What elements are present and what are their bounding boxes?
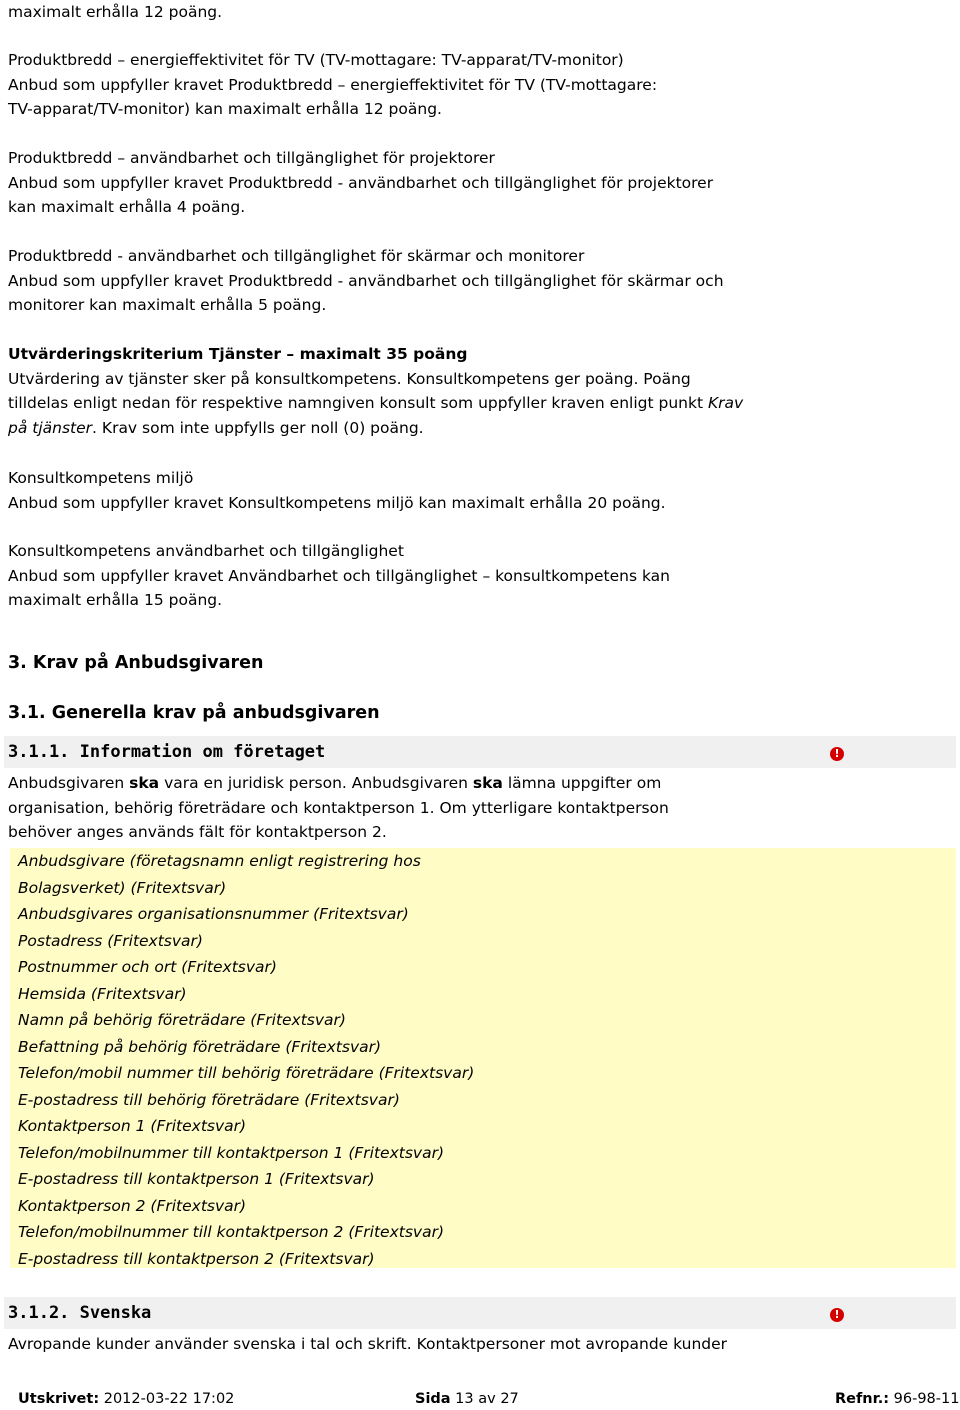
text-line: TV-apparat/TV-monitor) kan maximalt erhålla 12 poäng. bbox=[8, 100, 442, 118]
paragraph-heading: Produktbredd – energieffektivitet för TV (TV-mottagare: TV-apparat/TV-monitor) bbox=[8, 51, 624, 69]
field-label[interactable]: Telefon/mobilnummer till kontaktperson 1 (Fritextsvar) bbox=[18, 1143, 444, 1162]
text-line: maximalt erhålla 12 poäng. bbox=[8, 3, 223, 21]
text-line: Anbud som uppfyller kravet Produktbredd – energieffektivitet för TV (TV-mottagare: bbox=[8, 75, 658, 94]
paragraph-usability bbox=[8, 539, 948, 613]
requirement-bar-information bbox=[4, 736, 956, 768]
field-label[interactable]: Postadress (Fritextsvar) bbox=[18, 931, 203, 950]
field-label[interactable]: Anbudsgivares organisationsnummer (Fritextsvar) bbox=[18, 905, 409, 923]
footer-value: 96-98-11 bbox=[889, 1391, 960, 1407]
italic-ref: på tjänster bbox=[8, 418, 93, 437]
paragraph-heading: Produktbredd - användbarhet och tillgänglighet för skärmar och monitorer bbox=[8, 247, 585, 265]
text-line: Anbud som uppfyller kravet Konsultkompetens miljö kan maximalt erhålla 20 poäng. bbox=[8, 493, 666, 512]
text-span: . Krav som inte uppfylls ger noll (0) poäng. bbox=[92, 418, 424, 437]
text-line: Anbud som uppfyller kravet Produktbredd - användbarhet och tillgänglighet för projektorer bbox=[8, 173, 714, 192]
text-line: organisation, behörig företrädare och kontaktperson 1. Om ytterligare kontaktperson bbox=[8, 798, 669, 817]
field-label[interactable]: Namn på behörig företrädare (Fritextsvar) bbox=[18, 1011, 346, 1029]
paragraph-screens bbox=[8, 244, 948, 318]
exclamation-circle-icon: ! bbox=[830, 1308, 844, 1322]
field-label[interactable]: Telefon/mobil nummer till behörig företrädare (Fritextsvar) bbox=[18, 1064, 475, 1082]
requirement-text-swedish bbox=[8, 1332, 948, 1357]
paragraph-heading: Produktbredd – användbarhet och tillgänglighet för projektorer bbox=[8, 149, 495, 167]
text-span: Anbudsgivaren bbox=[8, 774, 130, 792]
field-label[interactable]: E-postadress till behörig företrädare (Fritextsvar) bbox=[18, 1090, 400, 1109]
requirement-text-information bbox=[8, 771, 948, 845]
emphasis: ska bbox=[129, 774, 160, 792]
paragraph-heading: Konsultkompetens miljö bbox=[8, 469, 194, 487]
requirement-title: 3.1.1. Information om företaget bbox=[8, 742, 326, 762]
subsection-title: 3.1. Generella krav på anbudsgivaren bbox=[8, 703, 380, 723]
footer-reference bbox=[835, 1391, 959, 1407]
field-label[interactable]: Kontaktperson 2 (Fritextsvar) bbox=[18, 1196, 247, 1215]
footer-printed bbox=[18, 1391, 234, 1407]
field-label[interactable]: Anbudsgivare (företagsnamn enligt registrering hos bbox=[18, 852, 421, 870]
field-label[interactable]: Telefon/mobilnummer till kontaktperson 2 (Fritextsvar) bbox=[18, 1223, 444, 1241]
text-line bbox=[8, 416, 948, 441]
footer-label: Refnr.: bbox=[835, 1391, 890, 1407]
paragraph-heading: Konsultkompetens användbarhet och tillgänglighet bbox=[8, 542, 404, 560]
section-heading bbox=[8, 651, 948, 676]
paragraph-tv bbox=[8, 48, 948, 122]
section-title: 3. Krav på Anbudsgivaren bbox=[8, 653, 264, 673]
requirement-bar-swedish bbox=[4, 1297, 956, 1329]
footer-page-number bbox=[415, 1391, 519, 1407]
field-label[interactable]: Bolagsverket) (Fritextsvar) bbox=[18, 878, 227, 897]
paragraph-services bbox=[8, 342, 948, 440]
italic-ref: Krav bbox=[707, 394, 744, 412]
exclamation-circle-icon: ! bbox=[830, 747, 844, 761]
paragraph-environment bbox=[8, 466, 948, 515]
text-line: behöver anges används fält för kontaktperson 2. bbox=[8, 823, 387, 841]
text-line: Utvärdering av tjänster sker på konsultkompetens. Konsultkompetens ger poäng. Poäng bbox=[8, 369, 691, 388]
footer-value: 13 av 27 bbox=[450, 1391, 519, 1407]
text-span: vara en juridisk person. Anbudsgivaren bbox=[159, 774, 473, 792]
field-label[interactable]: Befattning på behörig företrädare (Fritextsvar) bbox=[18, 1037, 382, 1056]
answer-fields-box bbox=[10, 848, 956, 1268]
text-block-top bbox=[8, 0, 948, 25]
field-label[interactable]: Hemsida (Fritextsvar) bbox=[18, 984, 187, 1003]
text-line bbox=[8, 771, 948, 796]
text-line: maximalt erhålla 15 poäng. bbox=[8, 591, 223, 609]
criterion-heading: Utvärderingskriterium Tjänster – maximalt 35 poäng bbox=[8, 345, 468, 363]
field-label[interactable]: E-postadress till kontaktperson 2 (Fritextsvar) bbox=[18, 1249, 375, 1268]
text-line: Anbud som uppfyller kravet Användbarhet och tillgänglighet – konsultkompetens kan bbox=[8, 566, 670, 585]
text-line bbox=[8, 391, 948, 416]
requirement-title: 3.1.2. Svenska bbox=[8, 1303, 152, 1323]
text-line: kan maximalt erhålla 4 poäng. bbox=[8, 198, 246, 216]
text-span: lämna uppgifter om bbox=[502, 774, 662, 792]
text-line: Avropande kunder använder svenska i tal och skrift. Kontaktpersoner mot avropande kunder bbox=[8, 1335, 728, 1353]
footer-label: Sida bbox=[415, 1391, 451, 1407]
text-span: tilldelas enligt nedan för respektive namngiven konsult som uppfyller kraven enligt punkt bbox=[8, 394, 708, 412]
subsection-heading bbox=[8, 701, 948, 726]
footer-value: 2012-03-22 17:02 bbox=[99, 1391, 235, 1407]
text-line: Anbud som uppfyller kravet Produktbredd - användbarhet och tillgänglighet för skärmar och bbox=[8, 271, 724, 290]
paragraph-projectors bbox=[8, 146, 948, 220]
field-label[interactable]: E-postadress till kontaktperson 1 (Fritextsvar) bbox=[18, 1170, 375, 1188]
emphasis: ska bbox=[472, 774, 503, 792]
field-label[interactable]: Kontaktperson 1 (Fritextsvar) bbox=[18, 1117, 247, 1135]
field-label[interactable]: Postnummer och ort (Fritextsvar) bbox=[18, 958, 277, 976]
text-line: monitorer kan maximalt erhålla 5 poäng. bbox=[8, 296, 327, 314]
footer-label: Utskrivet: bbox=[18, 1391, 100, 1407]
